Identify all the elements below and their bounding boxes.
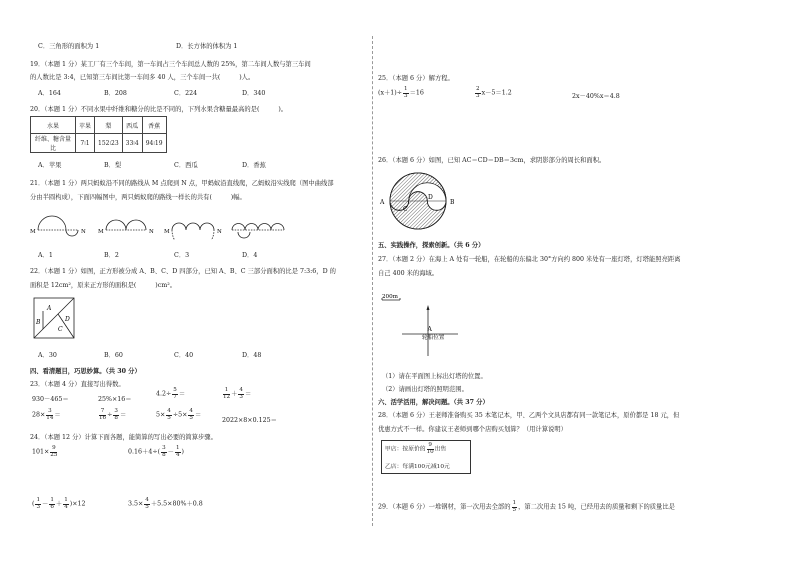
fraction: $\frac{1}{4}$	[64, 497, 68, 510]
q22-line1: 22．（本题 1 分）如图，正方形被分成 A、B、C、D 四部分，已知 A、B、C 三部分面积的比是 7:3:6，D 的	[30, 268, 336, 275]
calc-42	[156, 388, 185, 400]
calc-frac-div	[98, 409, 126, 421]
section4-heading: 四、看清题目，巧思妙算。（共 30 分）	[30, 368, 141, 375]
table-row	[31, 117, 167, 134]
table-cell: 香蕉	[142, 117, 166, 134]
q20-option-d: D．香蕉	[242, 162, 266, 169]
calc-930: 930－465＝	[32, 396, 69, 403]
calc-text: ÷5×	[172, 411, 188, 419]
q24-stem: 24．（本题 12 分）计算下面各题，能简算的写出必要的简算步骤。	[30, 434, 217, 441]
q22-option-a: A．30	[38, 352, 57, 359]
q25-stem: 25．（本题 6 分）解方程。	[378, 75, 454, 82]
q24-expr1	[32, 446, 58, 458]
calc-text: ＝	[119, 411, 127, 419]
calc-text: 29．（本题 6 分）一堆钢材，第一次用去全部的	[378, 503, 511, 511]
calc-text: x－5＝1.2	[481, 89, 512, 97]
calc-text: ＝	[54, 411, 61, 419]
q22-option-b: B．60	[104, 352, 123, 359]
q21-label-n: N	[149, 229, 154, 235]
fraction: $\frac{1}{3}$	[36, 497, 41, 510]
q22-square-figure	[33, 297, 75, 339]
calc-text: 3.5×	[128, 500, 144, 508]
q22-label-b: B	[36, 319, 41, 326]
q19-line1: 19．（本题 1 分）某工厂有三个车间，第一车间占三个车间总人数的 25%，第二车间人数与第三车间	[30, 61, 311, 68]
fraction: $\frac{9}{25}$	[50, 445, 58, 458]
q24-expr4	[128, 498, 203, 510]
q25-eq2	[474, 87, 512, 99]
table-row	[31, 134, 167, 153]
q24-expr3: ( $\frac{1}{3}$ － $\frac{1}{6}$ ＋ $\frac{1}{4}$ )×12	[32, 497, 86, 510]
q25-eq1	[378, 87, 424, 99]
calc-text: 5×	[156, 411, 166, 419]
calc-text: 甲店：按原价的	[385, 446, 426, 453]
q21-option-d: D．4	[242, 252, 258, 259]
fraction: $\frac{9}{10}$	[426, 442, 434, 455]
calc-text: ＝	[194, 411, 202, 419]
q24-expr2: 0.16＋4÷( $\frac{3}{8}$ － $\frac{1}{4}$ )	[128, 445, 184, 458]
q21-figures	[30, 208, 300, 240]
q19-option-c: C．224	[174, 90, 198, 97]
fraction: $\frac{3}{8}$	[162, 445, 166, 458]
q19-option-a: A．164	[38, 90, 61, 97]
q21-label-n: N	[81, 229, 86, 235]
calc-text: ＝16	[409, 89, 424, 97]
calc-text: ＋5.5×80%＋0.8	[150, 500, 203, 508]
q20-option-b: B．梨	[104, 162, 122, 169]
q27-origin-label: A	[427, 326, 432, 333]
q19-line2: 的人数比是 3:4，已知第三车间比第一车间多 40 人，三个车间一共( )人。	[30, 74, 255, 81]
calc-25pct: 25%×16＝	[98, 396, 132, 403]
section6-heading: 六、活学活用，解决问题。（共 37 分）	[378, 399, 489, 406]
table-cell: 33∶4	[122, 134, 142, 153]
fraction: $\frac{3}{8}$	[114, 408, 118, 421]
calc-text: 101×	[32, 448, 50, 456]
calc-text: 4.2÷	[156, 390, 172, 398]
fraction: $\frac{4}{5}$	[167, 408, 171, 421]
q28-discount-box	[381, 440, 471, 474]
table-cell: 苹果	[76, 117, 95, 134]
calc-text: ＋	[231, 390, 238, 398]
q28-line2: 优惠方式不一样。你建议王老师到哪个店购买划算？（用计算说明）	[378, 426, 567, 433]
calc-frac-sum	[222, 388, 251, 400]
q21-label-m: M	[164, 229, 170, 235]
q19-option-b: B．208	[104, 90, 127, 97]
q22-label-c: C	[58, 326, 63, 333]
calc-text: ×12	[72, 500, 86, 508]
q21-option-c: C．3	[174, 252, 190, 259]
column-divider	[372, 36, 373, 526]
fraction: $\frac{4}{3}$	[239, 387, 243, 400]
fraction: $\frac{4}{5}$	[189, 408, 193, 421]
fraction: $\frac{7}{16}$	[99, 408, 107, 421]
calc-text: ＝	[178, 390, 186, 398]
fraction: $\frac{1}{3}$	[404, 86, 408, 99]
q27-sub1: （1）请在平面图上标出灯塔的位置。	[382, 373, 487, 380]
q28-line1: 28．（本题 6 分）王老师准备购买 35 本笔记本，甲、乙两个文具店都有同一款笔记本，原价都是 18 元，但	[378, 412, 680, 419]
calc-text: 0.16＋4÷	[128, 448, 158, 456]
table-cell: 水果	[31, 117, 76, 134]
q22-option-c: C．40	[174, 352, 194, 359]
calc-5x	[156, 409, 201, 421]
q27-line1: 27．（本题 2 分）在海上 A 处有一轮船，在轮船的东偏北 30°方向约 800 米处有一座灯塔，灯塔能照亮距离	[378, 256, 681, 263]
q21-option-b: B．2	[104, 252, 119, 259]
q21-line1: 21．（本题 1 分）两只蚂蚁沿不同的路线从 M 点爬到 N 点，甲蚂蚁沿直线爬，乙蚂蚁沿实线爬（图中曲线部	[30, 180, 334, 187]
q26-label-d: D	[428, 194, 433, 201]
q26-label-c: C	[403, 206, 408, 213]
fruit-table	[30, 116, 167, 153]
q18-option-d: D．长方体的体积为 1	[176, 43, 238, 50]
q26-label-a: A	[380, 199, 385, 206]
table-cell: 7∶1	[76, 134, 95, 153]
table-cell: 梨	[95, 117, 123, 134]
q29-stem	[378, 501, 675, 513]
q20-stem: 20．（本题 1 分）不同水果中纤维和糖分的比是不同的，下列水果含糖量最高的是( )。	[30, 106, 288, 113]
q19-option-d: D．340	[242, 90, 266, 97]
q20-option-a: A．苹果	[38, 162, 62, 169]
q26-circle-figure	[376, 169, 462, 231]
q20-option-c: C．西瓜	[174, 162, 198, 169]
calc-2022: 2022×8×0.125＝	[222, 417, 277, 424]
fraction: $\frac{4}{5}$	[145, 497, 149, 510]
q21-label-m: M	[30, 229, 36, 235]
calc-text: (x＋1)÷	[378, 89, 403, 97]
fraction: $\frac{1}{4}$	[175, 445, 180, 458]
q22-line2: 面积是 12cm²，原来正方形的面积是( )cm²。	[30, 282, 177, 289]
calc-text: 出售	[434, 446, 447, 453]
q21-line2: 分由半圆构成），下面四幅图中，两只蚂蚁爬的路线一样长的共有( )幅。	[30, 194, 246, 201]
q25-eq3: 2x－40%x＝4.8	[572, 93, 620, 100]
q21-option-a: A．1	[38, 252, 53, 259]
q26-stem: 26．（本题 6 分）如图，已知 AC＝CD＝DB＝3cm，求阴影部分的周长和面积。	[378, 157, 606, 164]
q27-sub2: （2）请画出灯塔的照明范围。	[382, 386, 468, 393]
calc-text: 28×	[32, 411, 46, 419]
q22-option-d: D．48	[242, 352, 262, 359]
q26-label-b: B	[450, 199, 455, 206]
section5-heading: 五、实践操作，探索创新。（共 6 分）	[378, 242, 485, 249]
calc-text: ＝	[244, 390, 252, 398]
calc-text: ，第二次用去 15 吨，已经用去的质量和剩下的质量比是	[518, 503, 675, 511]
fraction: $\frac{1}{12}$	[223, 387, 231, 400]
table-cell: 94∶19	[142, 134, 166, 153]
q28-shop-b: 乙店：每满100元减10元	[385, 464, 450, 470]
fraction: $\frac{1}{6}$	[50, 497, 54, 510]
fraction: $\frac{2}{3}$	[476, 86, 480, 99]
q27-line2: 自己 400 米的海域。	[378, 270, 439, 277]
q28-shop-a	[385, 443, 446, 455]
q27-map-figure	[378, 288, 468, 368]
fraction: $\frac{5}{7}$	[173, 387, 177, 400]
q27-ship-label: 轮船位置	[422, 335, 445, 341]
calc-text: ÷	[107, 411, 113, 419]
fraction: $\frac{1}{5}$	[512, 500, 517, 513]
q21-label-m: M	[98, 229, 104, 235]
q27-scale-label: 200m	[382, 294, 398, 300]
table-cell: 152∶23	[95, 134, 123, 153]
table-cell: 西瓜	[122, 117, 142, 134]
calc-28	[32, 409, 61, 421]
q22-label-a: A	[47, 305, 52, 312]
q18-option-c: C．三角形的面积为 1	[38, 43, 100, 50]
fraction: $\frac{3}{14}$	[46, 408, 54, 421]
q22-label-d: D	[65, 316, 70, 323]
q21-label-n: N	[217, 229, 222, 235]
q23-stem: 23．（本题 4 分）直接写出得数。	[30, 381, 125, 388]
table-cell: 纤维、糖含量比	[31, 134, 76, 153]
